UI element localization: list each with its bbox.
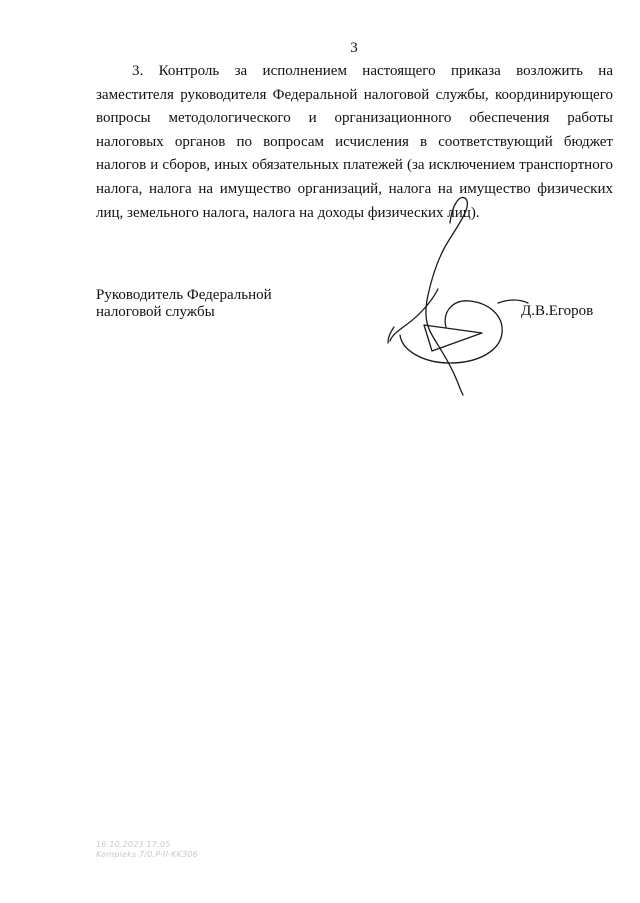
signer-title-line1: Руководитель Федеральной (96, 287, 272, 303)
page-number: 3 (350, 40, 358, 56)
print-stamp-line1: 16.10.2023 17:05 (96, 840, 171, 849)
order-paragraph-3: 3. Контроль за исполнением настоящего приказа возложить на заместителя руководителя Федеральной налоговой службы, координирующего вопросы методологического и организационного обеспечения работы налоговых органов по вопросам исчисления в соответствующий бюджет налогов и сборов, иных обязательных платежей (за исключением транспортного налога, налога на имущество организаций, налога на имущество физических лиц, земельного налога, налога на доходы физических лиц). (96, 63, 613, 221)
print-stamp (96, 840, 198, 860)
print-stamp-line2: Kompleks 7/0.P-II-KKЗ06 (96, 850, 198, 859)
handwritten-signature (380, 185, 540, 400)
signer-name: Д.В.Егоров (521, 303, 594, 319)
signer-title-line2: налоговой службы (96, 304, 215, 320)
signer-title (96, 287, 356, 321)
